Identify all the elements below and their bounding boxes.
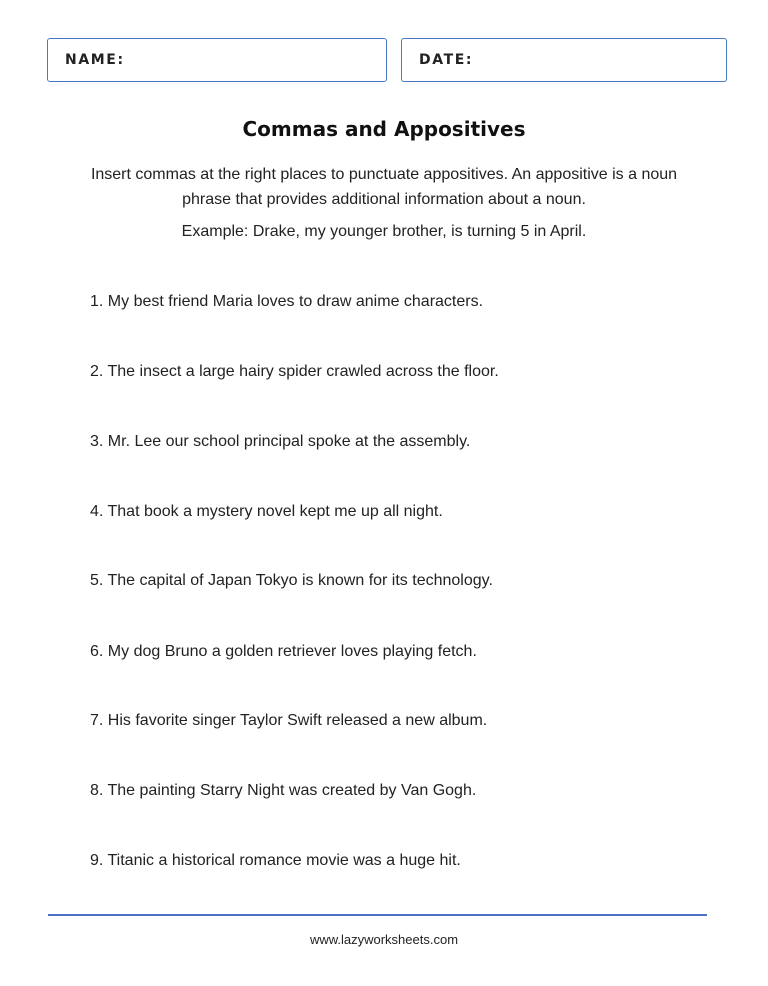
question-5: 5. The capital of Japan Tokyo is known for its technology. — [90, 572, 493, 589]
question-7: 7. His favorite singer Taylor Swift released a new album. — [90, 712, 488, 729]
question-3: 3. Mr. Lee our school principal spoke at the assembly. — [90, 433, 471, 450]
question-8: 8. The painting Starry Night was created by Van Gogh. — [90, 782, 477, 799]
footer-website-link[interactable]: www.lazyworksheets.com — [309, 932, 459, 947]
worksheet-title: Commas and Appositives — [242, 117, 526, 141]
question-9: 9. Titanic a historical romance movie was a huge hit. — [90, 852, 461, 869]
date-label: DATE: — [419, 52, 474, 68]
name-label: NAME: — [65, 52, 125, 68]
question-6: 6. My dog Bruno a golden retriever loves playing fetch. — [90, 643, 477, 660]
question-1: 1. My best friend Maria loves to draw anime characters. — [90, 293, 484, 310]
instructions-text: Insert commas at the right places to punctuate appositives. An appositive is a noun phrase that provides additional information about a noun. — [90, 166, 678, 208]
name-field[interactable] — [47, 38, 387, 82]
footer-divider — [48, 914, 707, 916]
question-2: 2. The insect a large hairy spider crawled across the floor. — [90, 363, 499, 380]
question-4: 4. That book a mystery novel kept me up all night. — [90, 503, 443, 520]
example-sentence: Example: Drake, my younger brother, is turning 5 in April. — [181, 223, 587, 240]
date-field[interactable] — [401, 38, 727, 82]
